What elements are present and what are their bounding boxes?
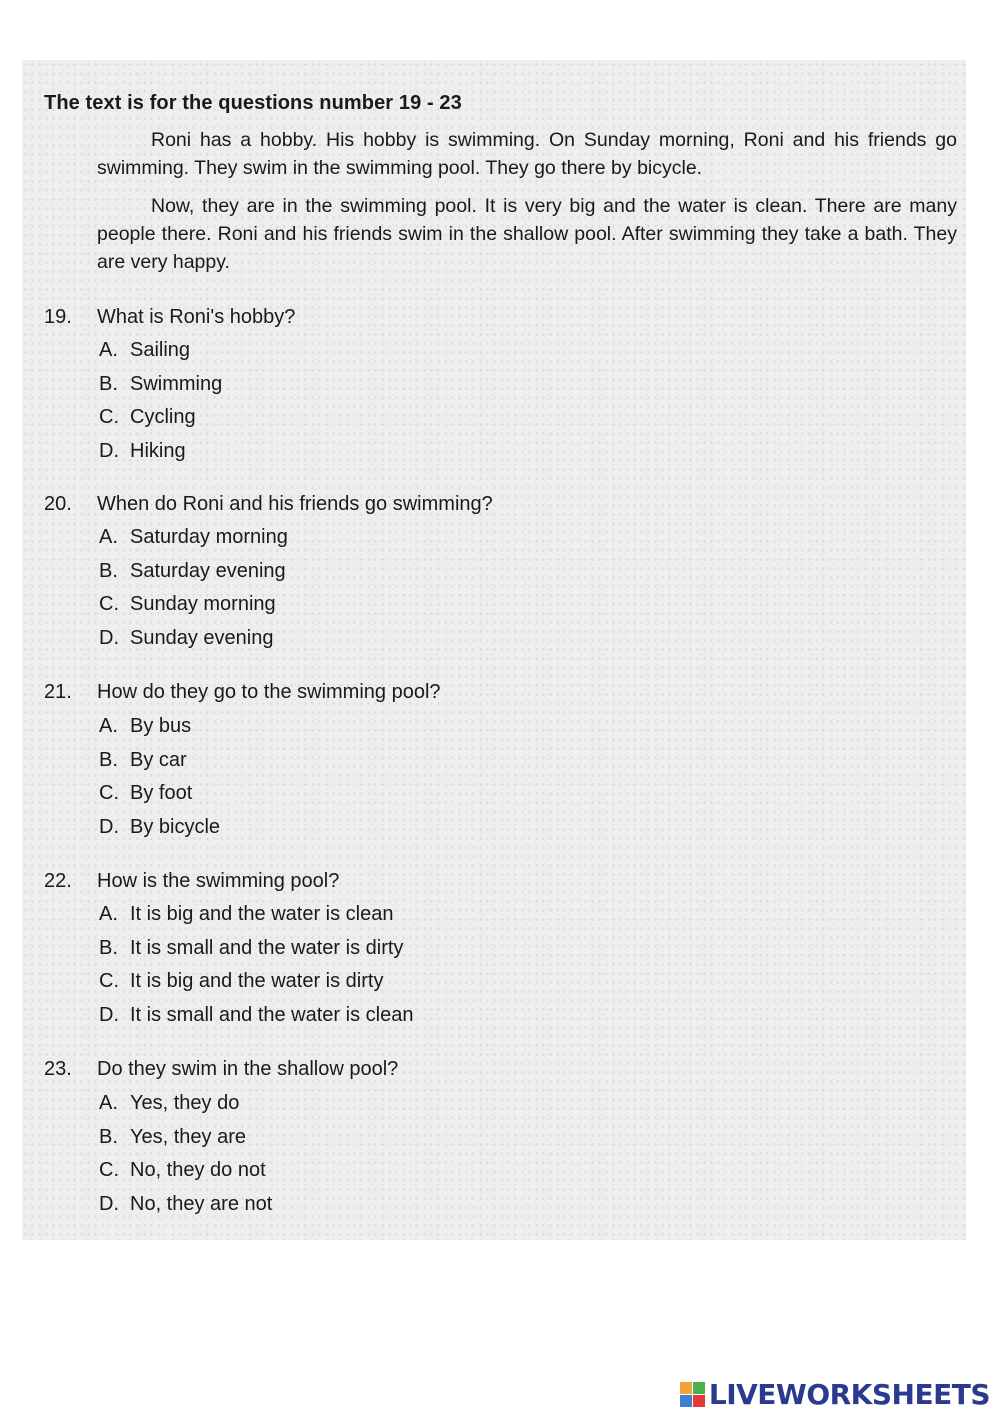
option-text: By foot [130, 782, 193, 805]
paragraph-2-text: Now, they are in the swimming pool. It is very big and the water is clean. There are many people there. Roni and his friends swim in the shallow pool. After swimming they take a bath. They are very happy. [97, 195, 957, 273]
options-21 [99, 710, 220, 844]
option-20-d[interactable] [99, 622, 288, 656]
option-text: Cycling [130, 406, 196, 429]
question-text: Do they swim in the shallow pool? [97, 1058, 399, 1080]
paragraph-1 [97, 126, 957, 182]
option-letter: A. [99, 903, 118, 925]
option-letter: D. [99, 815, 119, 838]
paragraph-2 [97, 192, 957, 276]
paragraph-1-text: Roni has a hobby. His hobby is swimming. On Sunday morning, Roni and his friends go swimming. They swim in the swimming pool. They go there by bicycle. [97, 129, 957, 179]
option-20-c[interactable] [99, 588, 288, 622]
option-20-a[interactable] [99, 521, 288, 555]
option-letter: B. [99, 372, 118, 395]
options-19 [99, 334, 222, 468]
option-21-c[interactable] [99, 777, 220, 811]
question-23 [44, 1058, 398, 1081]
option-text: It is small and the water is dirty [130, 936, 404, 959]
option-19-b[interactable] [99, 368, 222, 402]
option-23-a[interactable] [99, 1087, 272, 1121]
option-21-a[interactable] [99, 710, 220, 744]
option-letter: C. [99, 406, 119, 429]
option-19-d[interactable] [99, 435, 222, 469]
question-20 [44, 493, 493, 516]
option-text: Yes, they are [130, 1125, 247, 1148]
option-text: By bicycle [130, 815, 221, 838]
option-letter: D. [99, 439, 119, 462]
option-text: Hiking [130, 439, 186, 462]
question-number: 20. [44, 493, 72, 515]
question-text: How is the swimming pool? [97, 870, 340, 892]
question-number: 19. [44, 306, 72, 328]
option-letter: C. [99, 1159, 119, 1182]
option-text: By bus [130, 715, 192, 737]
reading-heading: The text is for the questions number 19 - 23 [44, 92, 462, 114]
question-22 [44, 870, 339, 893]
option-20-b[interactable] [99, 555, 288, 589]
option-letter: B. [99, 559, 118, 582]
option-22-b[interactable] [99, 932, 413, 966]
option-text: Swimming [130, 372, 223, 395]
option-22-c[interactable] [99, 965, 413, 999]
option-21-b[interactable] [99, 744, 220, 778]
option-text: By car [130, 748, 187, 771]
option-text: Yes, they do [130, 1092, 240, 1114]
option-letter: A. [99, 526, 118, 548]
options-20 [99, 521, 288, 655]
option-22-d[interactable] [99, 999, 413, 1033]
question-number: 23. [44, 1058, 72, 1080]
option-letter: A. [99, 339, 118, 361]
option-letter: C. [99, 782, 119, 805]
question-text: How do they go to the swimming pool? [97, 681, 441, 703]
option-text: No, they do not [130, 1159, 266, 1182]
option-letter: D. [99, 626, 119, 649]
question-text: When do Roni and his friends go swimming? [97, 493, 493, 515]
option-23-c[interactable] [99, 1154, 272, 1188]
option-letter: D. [99, 1192, 119, 1215]
option-23-d[interactable] [99, 1188, 272, 1222]
liveworksheets-brand[interactable] [680, 1378, 990, 1411]
question-19 [44, 306, 295, 329]
logo-square-3 [680, 1395, 692, 1407]
option-19-a[interactable] [99, 334, 222, 368]
brand-text: LIVEWORKSHEETS [708, 1378, 990, 1411]
options-23 [99, 1087, 272, 1221]
option-letter: B. [99, 1125, 118, 1148]
question-21 [44, 681, 441, 704]
option-letter: C. [99, 593, 119, 616]
option-text: Sunday evening [130, 626, 274, 649]
option-text: Saturday morning [130, 526, 288, 548]
option-letter: D. [99, 1003, 119, 1026]
option-text: It is big and the water is clean [130, 903, 394, 925]
options-22 [99, 898, 413, 1032]
logo-square-1 [680, 1382, 692, 1394]
question-number: 21. [44, 681, 72, 703]
option-text: Sailing [130, 339, 191, 361]
logo-square-4 [693, 1395, 705, 1407]
option-21-d[interactable] [99, 811, 220, 845]
question-text: What is Roni's hobby? [97, 306, 296, 328]
option-letter: C. [99, 970, 119, 993]
question-number: 22. [44, 870, 72, 892]
option-letter: A. [99, 715, 118, 737]
option-text: It is big and the water is dirty [130, 970, 384, 993]
option-19-c[interactable] [99, 401, 222, 435]
option-text: No, they are not [130, 1192, 273, 1215]
option-text: It is small and the water is clean [130, 1003, 414, 1026]
option-text: Saturday evening [130, 559, 286, 582]
option-letter: B. [99, 748, 118, 771]
logo-square-2 [693, 1382, 705, 1394]
option-letter: B. [99, 936, 118, 959]
option-23-b[interactable] [99, 1121, 272, 1155]
option-text: Sunday morning [130, 593, 276, 616]
option-letter: A. [99, 1092, 118, 1114]
liveworksheets-logo-icon [680, 1382, 705, 1407]
option-22-a[interactable] [99, 898, 413, 932]
